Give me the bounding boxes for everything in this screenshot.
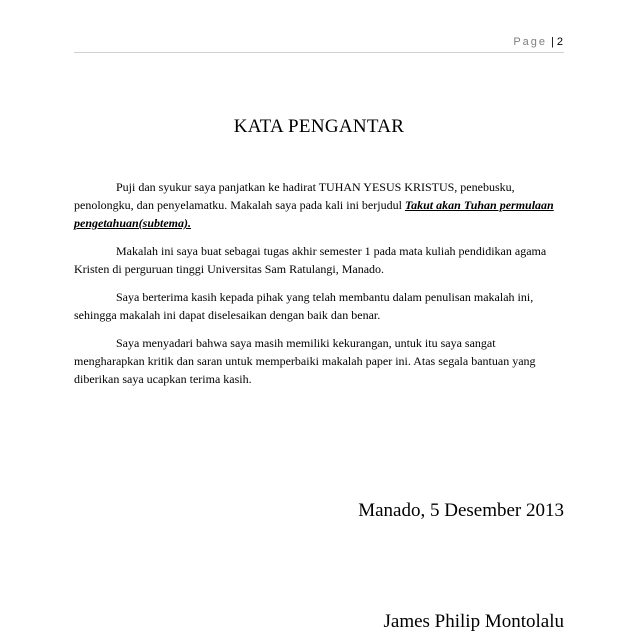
paragraph-3: Saya berterima kasih kepada pihak yang telah membantu dalam penulisan makalah ini, sehingga makalah ini dapat diselesaikan dengan baik dan benar. (74, 290, 534, 322)
signature-name: James Philip Montolalu (383, 611, 564, 632)
header-divider (74, 52, 564, 53)
page-number: 2 (556, 36, 563, 48)
paragraph-1 (74, 178, 566, 232)
page-header (513, 36, 563, 48)
paragraph-4: Saya menyadari bahwa saya masih memiliki kekurangan, untuk itu saya sangat mengharapkan kritik dan saran untuk memperbaiki makalah paper ini. Atas segala bantuan yang diberikan saya ucapkan terima kasih. (74, 336, 536, 386)
place-date: Manado, 5 Desember 2013 (358, 500, 564, 521)
paragraph-1-title-emphasis: Takut akan Tuhan permulaan pengetahuan(subtema). (74, 198, 554, 230)
document-body (74, 178, 566, 398)
page-separator: | (551, 36, 554, 48)
paragraph-1-text: Puji dan syukur saya panjatkan ke hadirat TUHAN YESUS KRISTUS, penebusku, penolongku, dan penyelamatku. Makalah saya pada kali ini berjudul (74, 180, 515, 212)
document-title: KATA PENGANTAR (233, 116, 405, 137)
paragraph-2: Makalah ini saya buat sebagai tugas akhir semester 1 pada mata kuliah pendidikan agama Kristen di perguruan tinggi Universitas Sam Ratulangi, Manado. (74, 244, 547, 276)
page-label: Page (513, 36, 548, 48)
